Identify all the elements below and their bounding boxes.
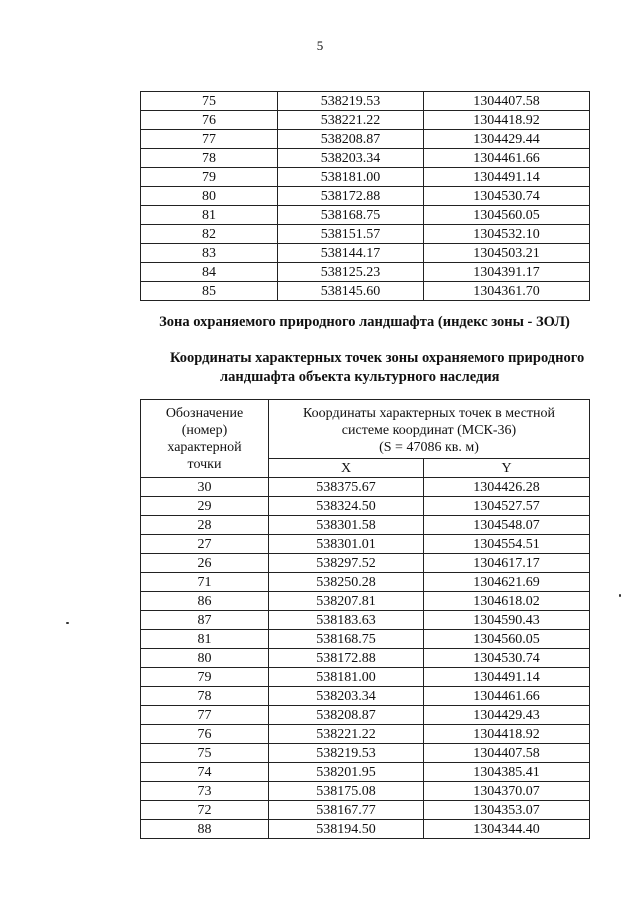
x-coordinate-cell: 538145.60 (278, 282, 424, 301)
x-coordinate-cell: 538151.57 (278, 225, 424, 244)
point-number-cell: 80 (141, 187, 278, 206)
y-coordinate-cell: 1304590.43 (424, 611, 590, 630)
x-coordinate-cell: 538219.53 (278, 92, 424, 111)
x-coordinate-cell: 538144.17 (278, 244, 424, 263)
table-row (141, 92, 590, 111)
x-coordinate-cell: 538168.75 (278, 206, 424, 225)
point-number-cell: 82 (141, 225, 278, 244)
x-coordinate-cell: 538125.23 (278, 263, 424, 282)
y-coordinate-cell: 1304617.17 (424, 554, 590, 573)
point-number-cell: 27 (141, 535, 269, 554)
y-coordinate-cell: 1304407.58 (424, 92, 590, 111)
y-coordinate-cell: 1304530.74 (424, 187, 590, 206)
table-row (141, 611, 590, 630)
point-number-cell: 77 (141, 706, 269, 725)
table-row (141, 206, 590, 225)
point-number-cell: 78 (141, 149, 278, 168)
table-row (141, 244, 590, 263)
point-number-cell: 81 (141, 630, 269, 649)
table-row (141, 111, 590, 130)
table-row (141, 282, 590, 301)
y-coordinate-cell: 1304418.92 (424, 111, 590, 130)
x-coordinate-cell: 538203.34 (278, 149, 424, 168)
table-row (141, 573, 590, 592)
y-coordinate-cell: 1304618.02 (424, 592, 590, 611)
table-row (141, 649, 590, 668)
y-column-header: Y (424, 459, 590, 478)
x-coordinate-cell: 538172.88 (269, 649, 424, 668)
x-coordinate-cell: 538194.50 (269, 820, 424, 839)
point-number-cell: 72 (141, 801, 269, 820)
point-number-cell: 26 (141, 554, 269, 573)
y-coordinate-cell: 1304407.58 (424, 744, 590, 763)
y-coordinate-cell: 1304621.69 (424, 573, 590, 592)
table-row (141, 630, 590, 649)
table-row (141, 820, 590, 839)
y-coordinate-cell: 1304548.07 (424, 516, 590, 535)
table-header (141, 400, 590, 478)
coordinates-table-continued (140, 91, 590, 301)
scan-speck (619, 594, 621, 597)
table-row (141, 592, 590, 611)
table-top-body (141, 92, 590, 301)
table-caption-line-1: Координаты характерных точек зоны охраняемого природного (170, 350, 585, 366)
point-label-header-line: точки (187, 456, 222, 472)
x-coordinate-cell: 538250.28 (269, 573, 424, 592)
table-caption (140, 349, 630, 387)
point-number-cell: 77 (141, 130, 278, 149)
coords-header (269, 400, 590, 459)
table-row (141, 516, 590, 535)
x-coordinate-cell: 538207.81 (269, 592, 424, 611)
point-number-cell: 29 (141, 497, 269, 516)
table-row (141, 782, 590, 801)
point-number-cell: 76 (141, 111, 278, 130)
table-row (141, 263, 590, 282)
x-coordinate-cell: 538221.22 (278, 111, 424, 130)
y-coordinate-cell: 1304527.57 (424, 497, 590, 516)
y-coordinate-cell: 1304491.14 (424, 168, 590, 187)
point-number-cell: 85 (141, 282, 278, 301)
y-coordinate-cell: 1304418.92 (424, 725, 590, 744)
y-coordinate-cell: 1304503.21 (424, 244, 590, 263)
y-coordinate-cell: 1304560.05 (424, 630, 590, 649)
table-row (141, 535, 590, 554)
table-row (141, 687, 590, 706)
y-coordinate-cell: 1304429.43 (424, 706, 590, 725)
x-coordinate-cell: 538181.00 (269, 668, 424, 687)
point-number-cell: 86 (141, 592, 269, 611)
x-coordinate-cell: 538181.00 (278, 168, 424, 187)
x-coordinate-cell: 538168.75 (269, 630, 424, 649)
point-number-cell: 71 (141, 573, 269, 592)
table-row (141, 554, 590, 573)
coordinates-table-zol (140, 399, 590, 839)
point-number-cell: 80 (141, 649, 269, 668)
y-coordinate-cell: 1304491.14 (424, 668, 590, 687)
point-number-cell: 87 (141, 611, 269, 630)
coords-header-line: Координаты характерных точек в местной (303, 405, 556, 421)
point-label-header (141, 400, 269, 478)
table-row (141, 478, 590, 497)
x-coordinate-cell: 538208.87 (269, 706, 424, 725)
x-coordinate-cell: 538208.87 (278, 130, 424, 149)
y-coordinate-cell: 1304361.70 (424, 282, 590, 301)
coords-header-line: системе координат (МСК-36) (341, 422, 517, 438)
point-number-cell: 83 (141, 244, 278, 263)
coords-header-line: (S = 47086 кв. м) (379, 439, 479, 455)
table-row (141, 763, 590, 782)
table-main-body (141, 478, 590, 839)
point-number-cell: 76 (141, 725, 269, 744)
zone-title: Зона охраняемого природного ландшафта (индекс зоны - ЗОЛ) (159, 314, 570, 330)
x-column-header: X (269, 459, 424, 478)
x-coordinate-cell: 538203.34 (269, 687, 424, 706)
point-number-cell: 28 (141, 516, 269, 535)
point-number-cell: 81 (141, 206, 278, 225)
point-number-cell: 75 (141, 92, 278, 111)
table-row (141, 706, 590, 725)
x-coordinate-cell: 538221.22 (269, 725, 424, 744)
y-coordinate-cell: 1304353.07 (424, 801, 590, 820)
point-label-header-line: характерной (167, 439, 242, 455)
table-row (141, 725, 590, 744)
point-number-cell: 78 (141, 687, 269, 706)
x-coordinate-cell: 538219.53 (269, 744, 424, 763)
x-coordinate-cell: 538172.88 (278, 187, 424, 206)
scan-speck (66, 622, 69, 624)
y-coordinate-cell: 1304385.41 (424, 763, 590, 782)
page-number: 5 (316, 38, 324, 53)
point-number-cell: 73 (141, 782, 269, 801)
y-coordinate-cell: 1304370.07 (424, 782, 590, 801)
point-number-cell: 30 (141, 478, 269, 497)
y-coordinate-cell: 1304391.17 (424, 263, 590, 282)
table-row (141, 168, 590, 187)
point-label-header-line: (номер) (181, 422, 228, 438)
point-label-header-line: Обозначение (165, 405, 244, 421)
y-coordinate-cell: 1304554.51 (424, 535, 590, 554)
y-coordinate-cell: 1304530.74 (424, 649, 590, 668)
x-coordinate-cell: 538297.52 (269, 554, 424, 573)
point-number-cell: 79 (141, 168, 278, 187)
table-row (141, 497, 590, 516)
table-row (141, 744, 590, 763)
x-coordinate-cell: 538183.63 (269, 611, 424, 630)
point-number-cell: 88 (141, 820, 269, 839)
x-coordinate-cell: 538301.58 (269, 516, 424, 535)
point-number-cell: 79 (141, 668, 269, 687)
y-coordinate-cell: 1304560.05 (424, 206, 590, 225)
x-coordinate-cell: 538175.08 (269, 782, 424, 801)
point-number-cell: 75 (141, 744, 269, 763)
y-coordinate-cell: 1304532.10 (424, 225, 590, 244)
y-coordinate-cell: 1304461.66 (424, 149, 590, 168)
y-coordinate-cell: 1304426.28 (424, 478, 590, 497)
x-coordinate-cell: 538201.95 (269, 763, 424, 782)
table-row (141, 130, 590, 149)
y-coordinate-cell: 1304344.40 (424, 820, 590, 839)
y-coordinate-cell: 1304429.44 (424, 130, 590, 149)
table-row (141, 149, 590, 168)
table-row (141, 801, 590, 820)
table-row (141, 225, 590, 244)
table-row (141, 668, 590, 687)
x-coordinate-cell: 538301.01 (269, 535, 424, 554)
x-coordinate-cell: 538167.77 (269, 801, 424, 820)
table-caption-line-2: ландшафта объекта культурного наследия (220, 369, 500, 385)
x-coordinate-cell: 538375.67 (269, 478, 424, 497)
point-number-cell: 74 (141, 763, 269, 782)
x-coordinate-cell: 538324.50 (269, 497, 424, 516)
point-number-cell: 84 (141, 263, 278, 282)
y-coordinate-cell: 1304461.66 (424, 687, 590, 706)
table-row (141, 187, 590, 206)
